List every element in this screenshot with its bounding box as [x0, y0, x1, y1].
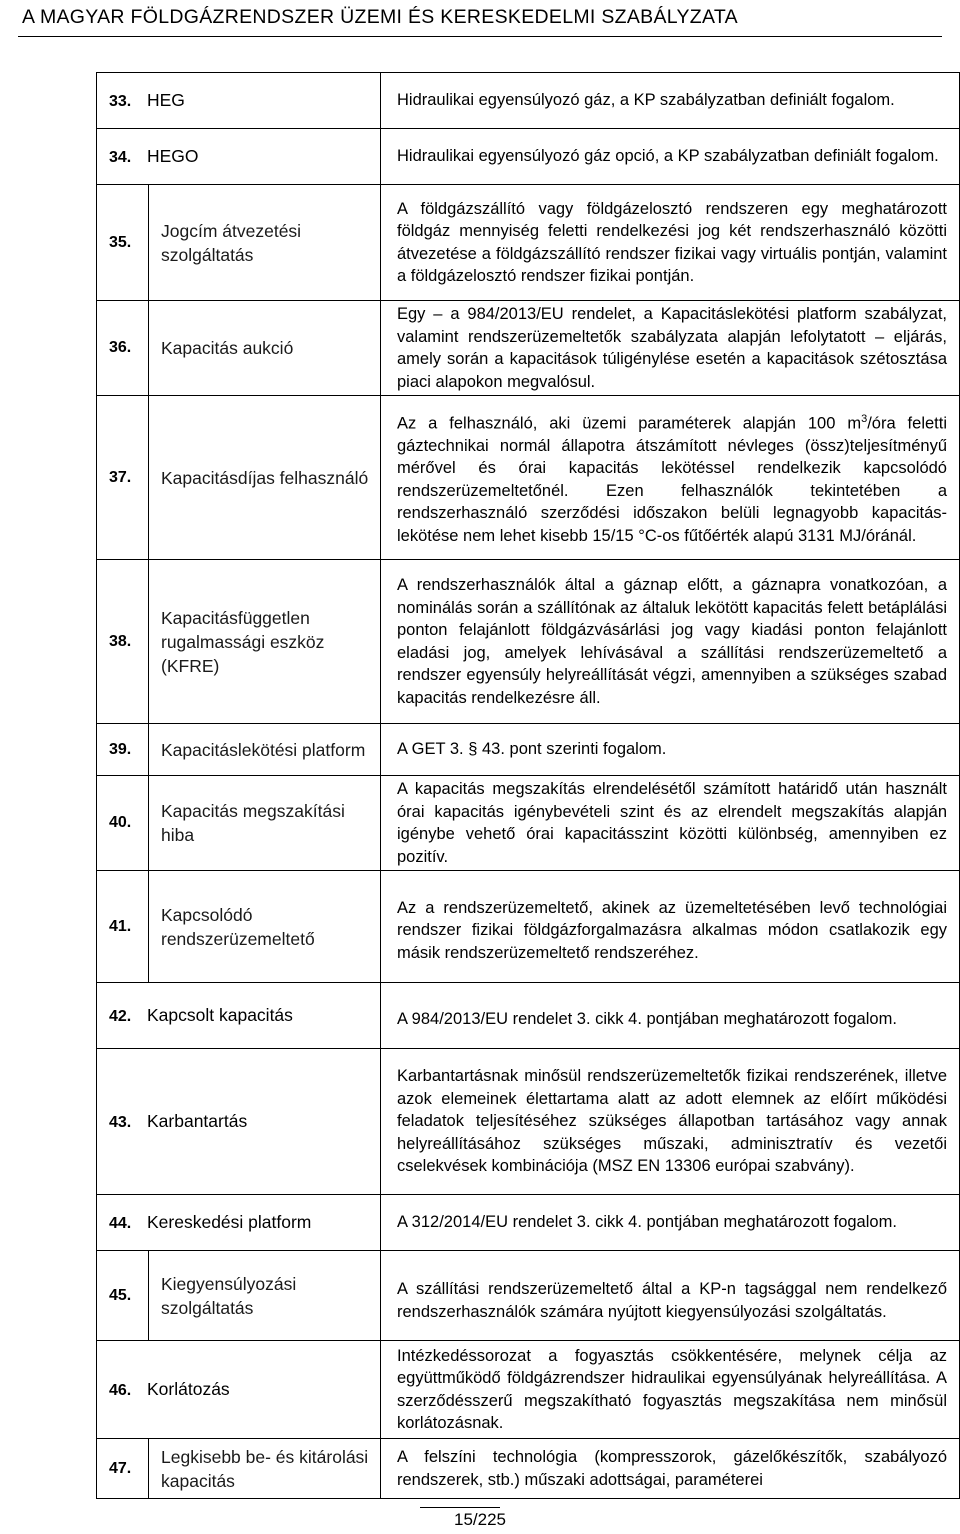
definition-number: 42.: [109, 1007, 132, 1025]
definition-row-43: [97, 1049, 960, 1195]
definition-number: 45.: [97, 1251, 149, 1341]
footer-rule: [420, 1507, 500, 1508]
definition-number: 34.: [109, 148, 132, 166]
definition-row-41: [97, 871, 960, 983]
definition-text: Egy – a 984/2013/EU rendelet, a Kapacitáslekötési platform szabályzat, valamint rendszerüzemeltetők szabályzata alapján lefolytatott – eljárás, amely során a kapacitások túligénylése esetén a kapacitások szétosztása piaci alapokon megvalósul.: [381, 301, 960, 396]
definition-row-44: [97, 1195, 960, 1251]
definition-term: Kapacitásfüggetlen rugalmassági eszköz (KFRE): [149, 560, 381, 724]
definition-number: 39.: [97, 724, 149, 776]
definition-number: 46.: [109, 1381, 132, 1399]
definitions-table: [96, 72, 960, 1499]
definition-term: Kapcsolt kapacitás: [147, 1004, 293, 1025]
definition-text: A 312/2014/EU rendelet 3. cikk 4. pontjában meghatározott fogalom.: [381, 1195, 960, 1251]
definition-number: 47.: [97, 1439, 149, 1499]
definition-number: 38.: [97, 560, 149, 724]
definition-term: Kapacitás megszakítási hiba: [149, 776, 381, 871]
definition-row-37: [97, 396, 960, 560]
definition-row-34: [97, 129, 960, 185]
definition-row-46: [97, 1341, 960, 1439]
header-rule: [18, 36, 942, 37]
definition-row-36: [97, 301, 960, 396]
definition-number: 33.: [109, 92, 132, 110]
definition-row-47: [97, 1439, 960, 1499]
definition-number: 44.: [109, 1214, 132, 1232]
definition-term: Kapcsolódó rendszerüzemeltető: [149, 871, 381, 983]
definition-term-cell: [97, 73, 381, 129]
definition-term-cell: [97, 1341, 381, 1439]
definition-term: HEG: [147, 89, 185, 110]
definition-number: 43.: [109, 1113, 132, 1131]
definition-text-part: /óra feletti gáztechnikai normál állapotra átszámított névleges (össz)teljesítményű mérővel és órai kapacitás lekötéssel rendelkezik kapcsolódó rendszerüzemeltetőnél. Ezen felhasználók tekintetében a rendszerhasználó szerződési időszakon belüli legnagyobb kapacitás-lekötése nem lehet kisebb 15/15 °C-os fűtőérték alapú 3131 MJ/óránál.: [397, 414, 947, 545]
definition-term: Kapacitáslekötési platform: [149, 724, 381, 776]
definition-text: Az a rendszerüzemeltető, akinek az üzemeltetésében levő technológiai rendszer fizikai földgázforgalmazásra alkalmas módon csatlakozik egy másik rendszerüzemeltető rendszeréhez.: [381, 871, 960, 983]
definition-number: 35.: [97, 185, 149, 301]
superscript: 3: [861, 412, 868, 425]
definition-number: 41.: [97, 871, 149, 983]
definition-row-40: [97, 776, 960, 871]
definition-text: A kapacitás megszakítás elrendelésétől számított határidő után használt órai kapacitás igénybevételi szint és az elrendelt megszakítás alapján igénybe vehető órai kapacitásszint közötti különbség, amennyiben ez pozitív.: [381, 776, 960, 871]
definition-text: A szállítási rendszerüzemeltető által a KP-n tagsággal nem rendelkező rendszerhasználók számára nyújtott kiegyensúlyozási szolgáltatás.: [381, 1251, 960, 1341]
definition-text: [381, 396, 960, 560]
definition-term-cell: [97, 1195, 381, 1251]
definition-term: Karbantartás: [147, 1110, 248, 1131]
definition-text: Karbantartásnak minősül rendszerüzemeltetők fizikai rendszerének, illetve azok elemeinek élettartama alatt az adott elemnek az előírt működési feladatok teljesítéséhez szükséges állapotban tartásához vagy annak helyreállításához szükséges műszaki, adminisztratív és vezetői cselekvések kombinációja (MSZ EN 13306 európai szabvány).: [381, 1049, 960, 1195]
definition-row-38: [97, 560, 960, 724]
definition-text: Hidraulikai egyensúlyozó gáz, a KP szabályzatban definiált fogalom.: [381, 73, 960, 129]
definition-text: Intézkedéssorozat a fogyasztás csökkentésére, melynek célja az együttműködő földgázrendszer hidraulikai egyensúlyának helyreállítása. A szerződésszerű megszakítható fogyasztás megszakítása nem minősül korlátozásnak.: [381, 1341, 960, 1439]
definition-number: 37.: [97, 396, 149, 560]
definition-term: HEGO: [147, 145, 199, 166]
definition-term-cell: [97, 1049, 381, 1195]
definition-text: Hidraulikai egyensúlyozó gáz opció, a KP szabályzatban definiált fogalom.: [381, 129, 960, 185]
definition-row-39: [97, 724, 960, 776]
document-header: A MAGYAR FÖLDGÁZRENDSZER ÜZEMI ÉS KERESKEDELMI SZABÁLYZATA: [22, 6, 738, 28]
definition-text: A felszíni technológia (kompresszorok, gázelőkészítők, szabályozó rendszerek, stb.) műszaki adottságai, paraméterei: [381, 1439, 960, 1499]
definition-row-42: [97, 983, 960, 1049]
definition-term: Kiegyensúlyozási szolgáltatás: [149, 1251, 381, 1341]
definition-text: A GET 3. § 43. pont szerinti fogalom.: [381, 724, 960, 776]
definition-term: Korlátozás: [147, 1378, 230, 1399]
definition-term: Jogcím átvezetési szolgáltatás: [149, 185, 381, 301]
definition-row-45: [97, 1251, 960, 1341]
definition-term-cell: [97, 129, 381, 185]
definition-text: A földgázszállító vagy földgázelosztó rendszeren egy meghatározott földgáz mennyiség feletti rendelkezési jog két rendszerhasználó közötti átvezetése a földgázszállító rendszer fizikai vagy virtuális pontján, valamint a földgázelosztó rendszer fizikai pontján.: [381, 185, 960, 301]
definition-text: A 984/2013/EU rendelet 3. cikk 4. pontjában meghatározott fogalom.: [381, 983, 960, 1049]
definition-term: Kapacitásdíjas felhasználó: [149, 396, 381, 560]
definition-number: 36.: [97, 301, 149, 396]
definition-term-cell: [97, 983, 381, 1049]
definition-text: A rendszerhasználók által a gáznap előtt, a gáznapra vonatkozóan, a nominálás során a szállítónak az általuk lekötött kapacitás felett betáplálási ponton felajánlott földgázvásárlási jog vagy kiadási ponton felajánlott eladási jog, amelyek lehívásával a szállítási rendszerüzemeltető a rendszer egyensúly helyreállítását végzi, amennyiben a szükséges szabad kapacitás rendelkezésre áll.: [381, 560, 960, 724]
definition-term: Legkisebb be- és kitárolási kapacitás: [149, 1439, 381, 1499]
definition-text-part: Az a felhasználó, aki üzemi paraméterek alapján 100 m: [397, 414, 862, 433]
definition-number: 40.: [97, 776, 149, 871]
definition-term: Kereskedési platform: [147, 1211, 312, 1232]
definition-row-35: [97, 185, 960, 301]
definition-term: Kapacitás aukció: [149, 301, 381, 396]
definition-row-33: [97, 73, 960, 129]
page-number: 15/225: [454, 1510, 506, 1529]
